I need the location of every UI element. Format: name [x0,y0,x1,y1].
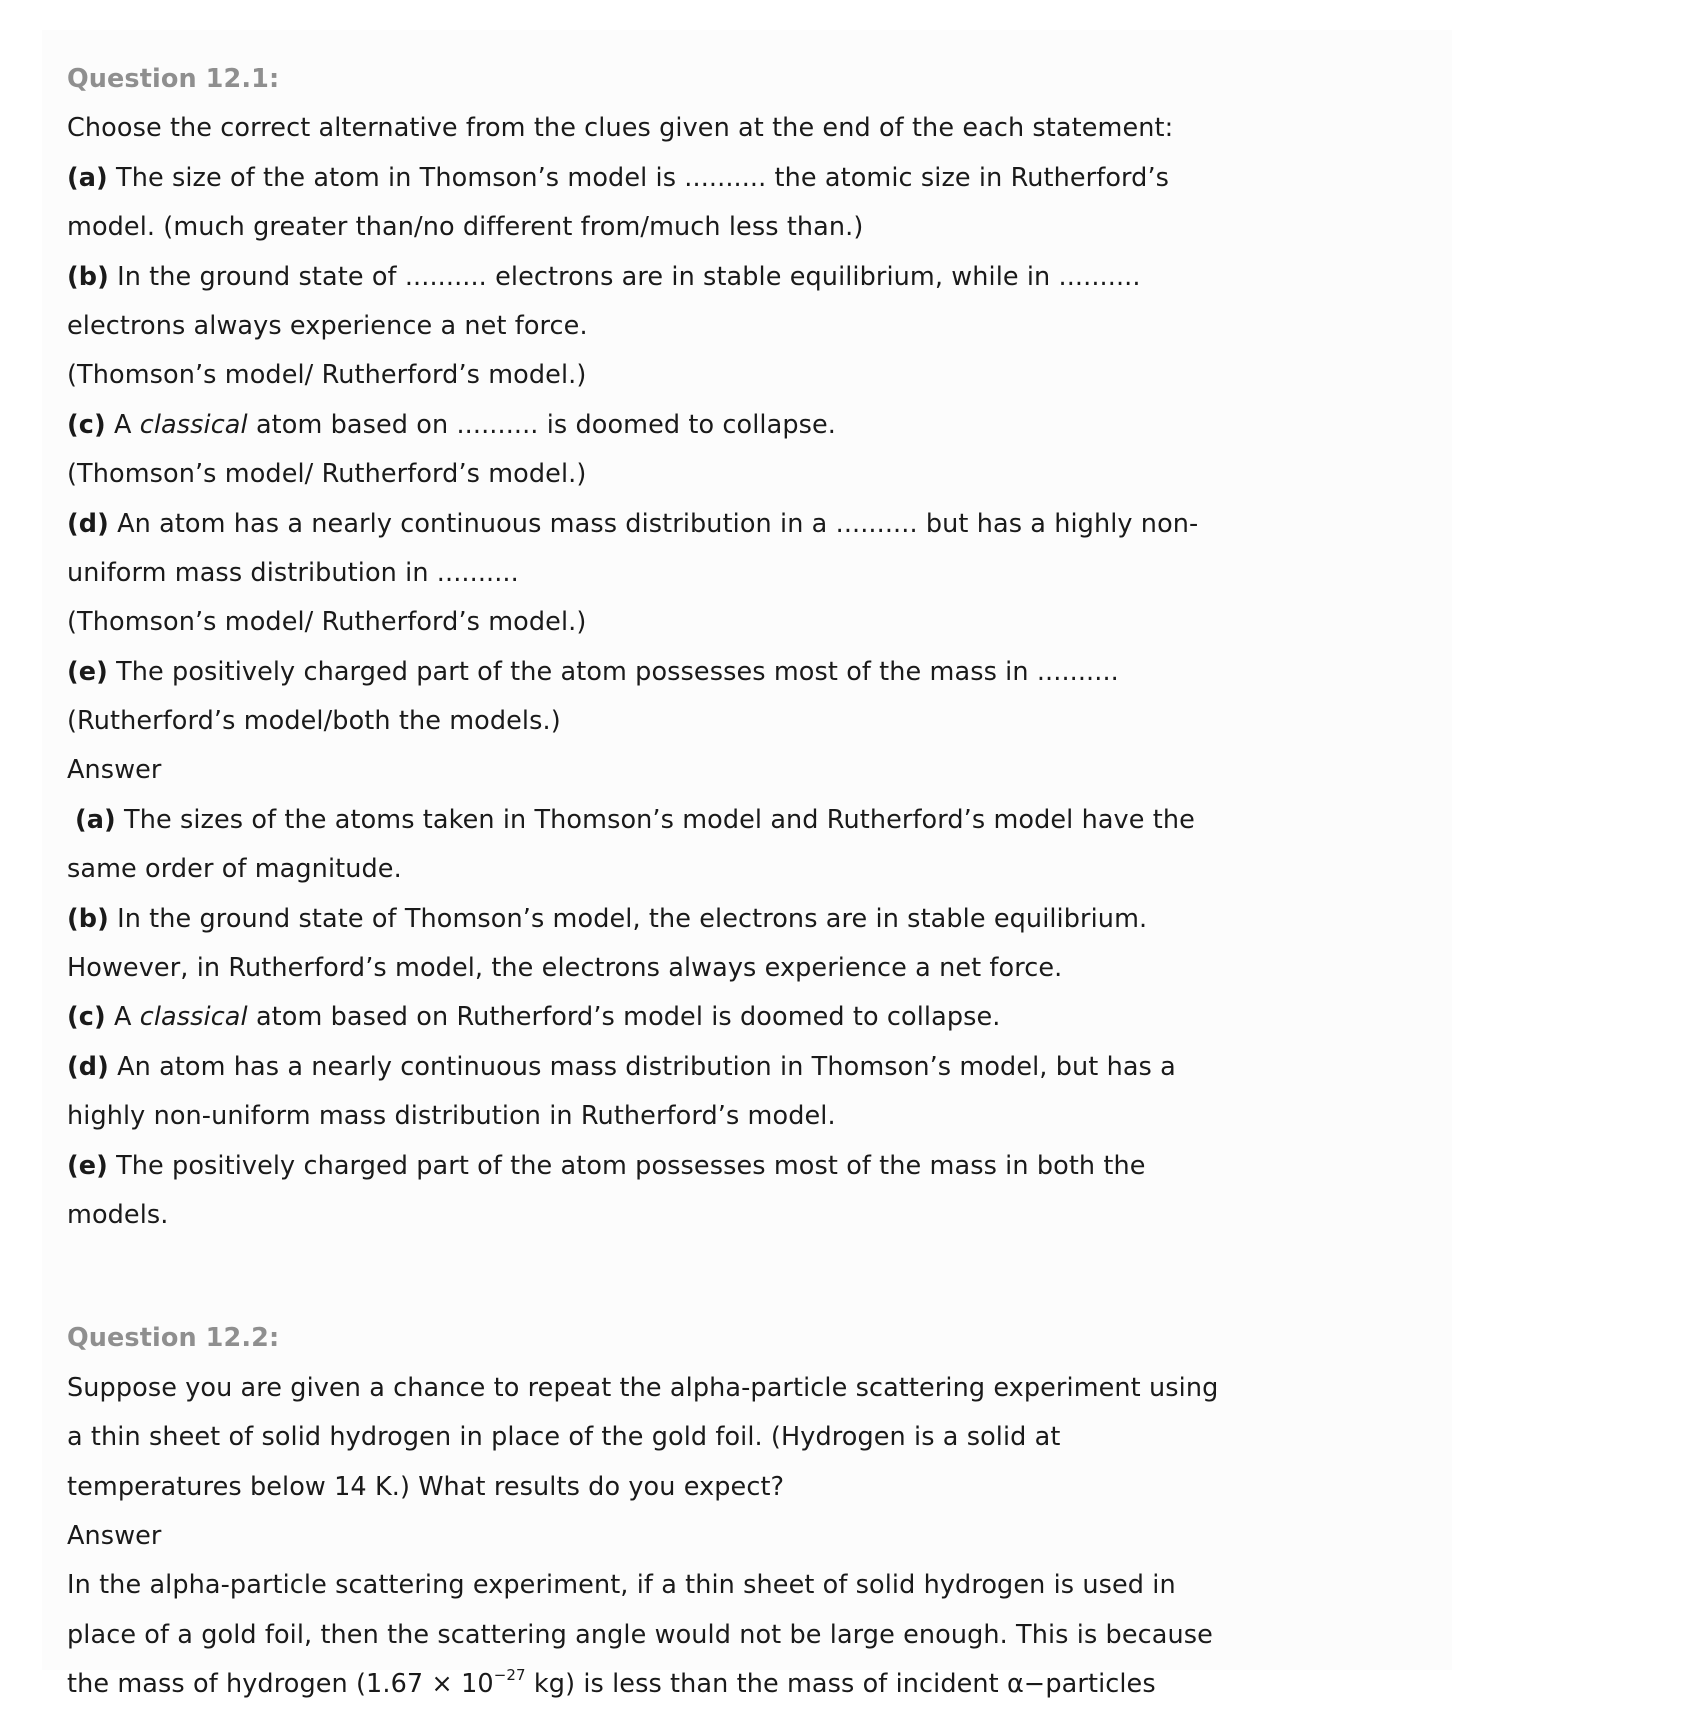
document-content [67,55,1397,1710]
answer-text: In the ground state of Thomson’s model, the electrons are in stable equilibrium. [108,903,1148,934]
answer-label: (b) [67,903,109,934]
answer-b [67,895,1397,944]
question-text: temperatures below 14 K.) What results do you expect? [67,1471,785,1502]
answer-heading: Answer [67,1520,162,1551]
answer-label: (d) [67,1051,109,1082]
statement-text: The positively charged part of the atom possesses most of the mass in .......... [107,656,1119,687]
statement-text: uniform mass distribution in .......... [67,557,519,588]
statement-text: An atom has a nearly continuous mass distribution in a .......... but has a highly non- [108,508,1199,539]
answer-label: (c) [67,1002,106,1033]
statement-b [67,253,1397,302]
statement-label: (c) [67,409,106,440]
question-title: Question 12.1: [67,64,280,94]
answer-c: (c) A classical atom based on Rutherford’s model is doomed to collapse. [67,1002,1001,1033]
emphasis-text: classical [139,1002,248,1033]
statement-label: (b) [67,261,109,292]
answer-text: same order of magnitude. [67,854,402,885]
answer-text: In the alpha-particle scattering experiment, if a thin sheet of solid hydrogen is used in [67,1570,1176,1601]
statement-d [67,500,1397,549]
answer-label: (a) [75,804,116,835]
answer-e [67,1142,1397,1191]
emphasis-text: classical [139,409,248,440]
alpha-symbol: α [1006,1669,1024,1700]
answer-text: models. [67,1199,169,1230]
answer-text: place of a gold foil, then the scattering angle would not be large enough. This is because [67,1619,1213,1650]
statement-text: electrons always experience a net force. [67,310,588,341]
answer-a [67,796,1397,845]
section-gap [67,1240,1397,1314]
question-title: Question 12.2: [67,1323,280,1354]
answer-heading: Answer [67,755,162,786]
answer-d [67,1043,1397,1092]
statement-label: (a) [67,162,108,193]
statement-label: (e) [67,656,108,687]
statement-options: (Rutherford’s model/both the models.) [67,706,561,737]
exponent: −27 [493,1665,526,1684]
statement-text: In the ground state of .......... electrons are in stable equilibrium, while in .......... [108,261,1141,292]
question-text: Suppose you are given a chance to repeat the alpha-particle scattering experiment using [67,1372,1219,1403]
question-text: a thin sheet of solid hydrogen in place of the gold foil. (Hydrogen is a solid at [67,1422,1061,1453]
statement-a [67,154,1397,203]
statement-options: (Thomson’s model/ Rutherford’s model.) [67,360,587,391]
statement-c: (c) A classical atom based on .......... is doomed to collapse. [67,409,836,440]
statement-label: (d) [67,508,109,539]
statement-e [67,648,1397,697]
statement-text: model. (much greater than/no different from/much less than.) [67,212,864,243]
answer-text: highly non-uniform mass distribution in Rutherford’s model. [67,1101,836,1132]
answer-text: The sizes of the atoms taken in Thomson’s model and Rutherford’s model have the [115,804,1195,835]
answer-text: An atom has a nearly continuous mass distribution in Thomson’s model, but has a [108,1051,1176,1082]
answer-text: The positively charged part of the atom possesses most of the mass in both the [107,1150,1146,1181]
statement-text: The size of the atom in Thomson’s model is .......... the atomic size in Rutherford’s [107,162,1170,193]
answer-text: However, in Rutherford’s model, the electrons always experience a net force. [67,953,1063,984]
answer-text-with-formula: the mass of hydrogen ($1.67 \times 10^{-27}$ kg) is less than the mass of incident α−particles [67,1665,1156,1700]
answer-label: (e) [67,1150,108,1181]
question-text: Choose the correct alternative from the clues given at the end of the each statement: [67,113,1174,144]
statement-options: (Thomson’s model/ Rutherford’s model.) [67,607,587,638]
statement-options: (Thomson’s model/ Rutherford’s model.) [67,459,587,490]
